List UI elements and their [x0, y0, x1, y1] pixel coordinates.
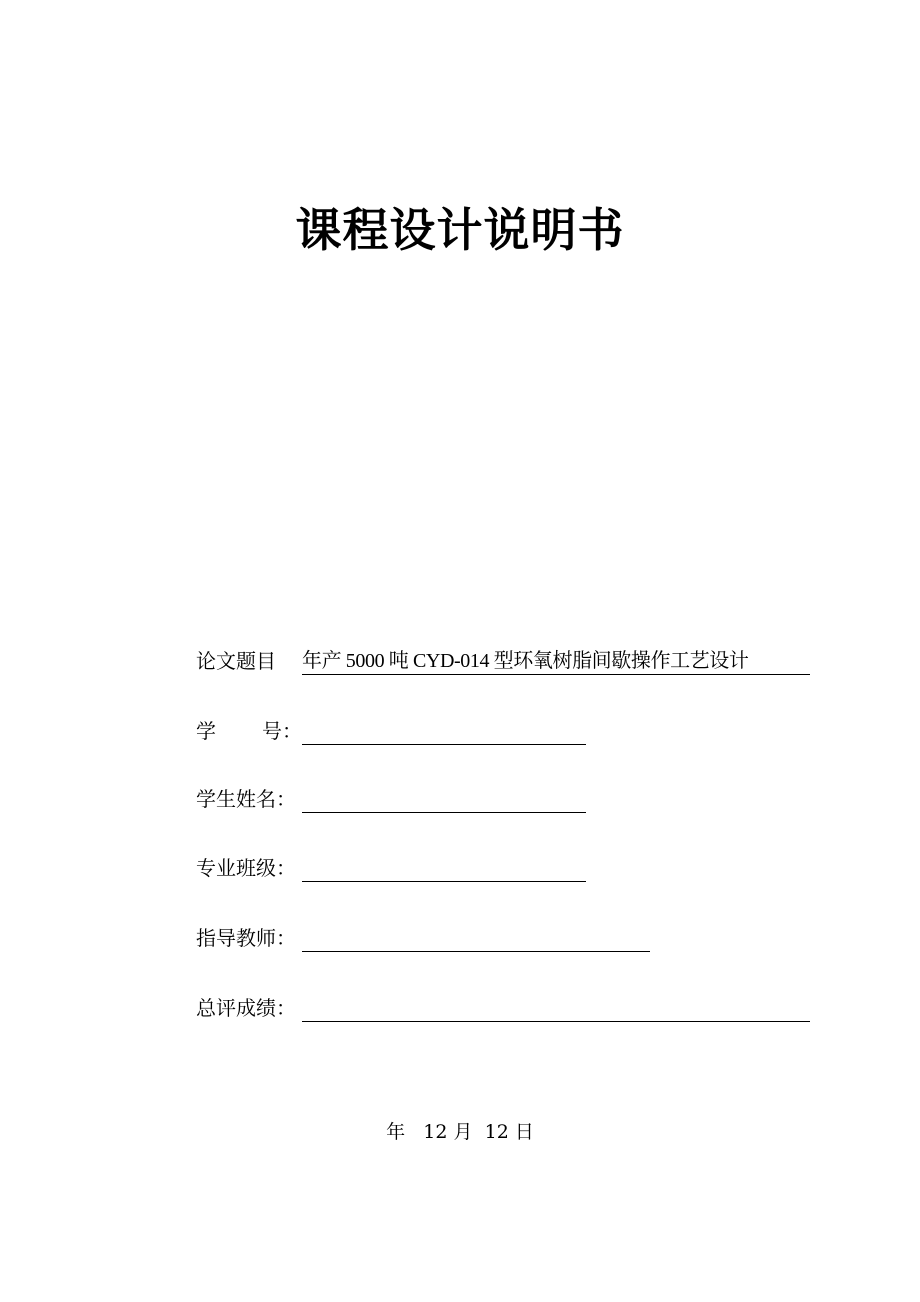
document-date — [0, 1118, 920, 1146]
topic-label: 论文题目 — [196, 649, 276, 673]
major-class-label: 专业班级： — [196, 856, 296, 880]
field-major-class — [196, 853, 596, 883]
date-year-label: 年 — [386, 1121, 406, 1143]
advisor-label: 指导教师： — [196, 926, 296, 950]
advisor-line — [302, 923, 650, 952]
date-day: 12 — [484, 1121, 509, 1143]
student-name-label: 学生姓名： — [196, 787, 296, 811]
student-id-label-char2: 号： — [262, 719, 302, 743]
field-advisor — [196, 923, 656, 953]
field-student-id — [196, 716, 596, 746]
student-name-line — [302, 784, 586, 813]
document-title: 课程设计说明书 — [295, 203, 625, 257]
field-student-name — [196, 784, 596, 814]
grade-line — [302, 993, 810, 1022]
student-id-line — [302, 716, 586, 745]
date-month-label: 月 — [453, 1121, 473, 1143]
major-class-line — [302, 853, 586, 882]
student-id-label-char1: 学 — [196, 719, 216, 743]
topic-value: 年产 5000 吨 CYD-014 型环氧树脂间歇操作工艺设计 — [302, 646, 810, 675]
field-grade — [196, 993, 816, 1023]
grade-label: 总评成绩： — [196, 996, 296, 1020]
date-day-label: 日 — [514, 1121, 534, 1143]
field-topic — [196, 646, 816, 676]
date-month: 12 — [423, 1121, 448, 1143]
